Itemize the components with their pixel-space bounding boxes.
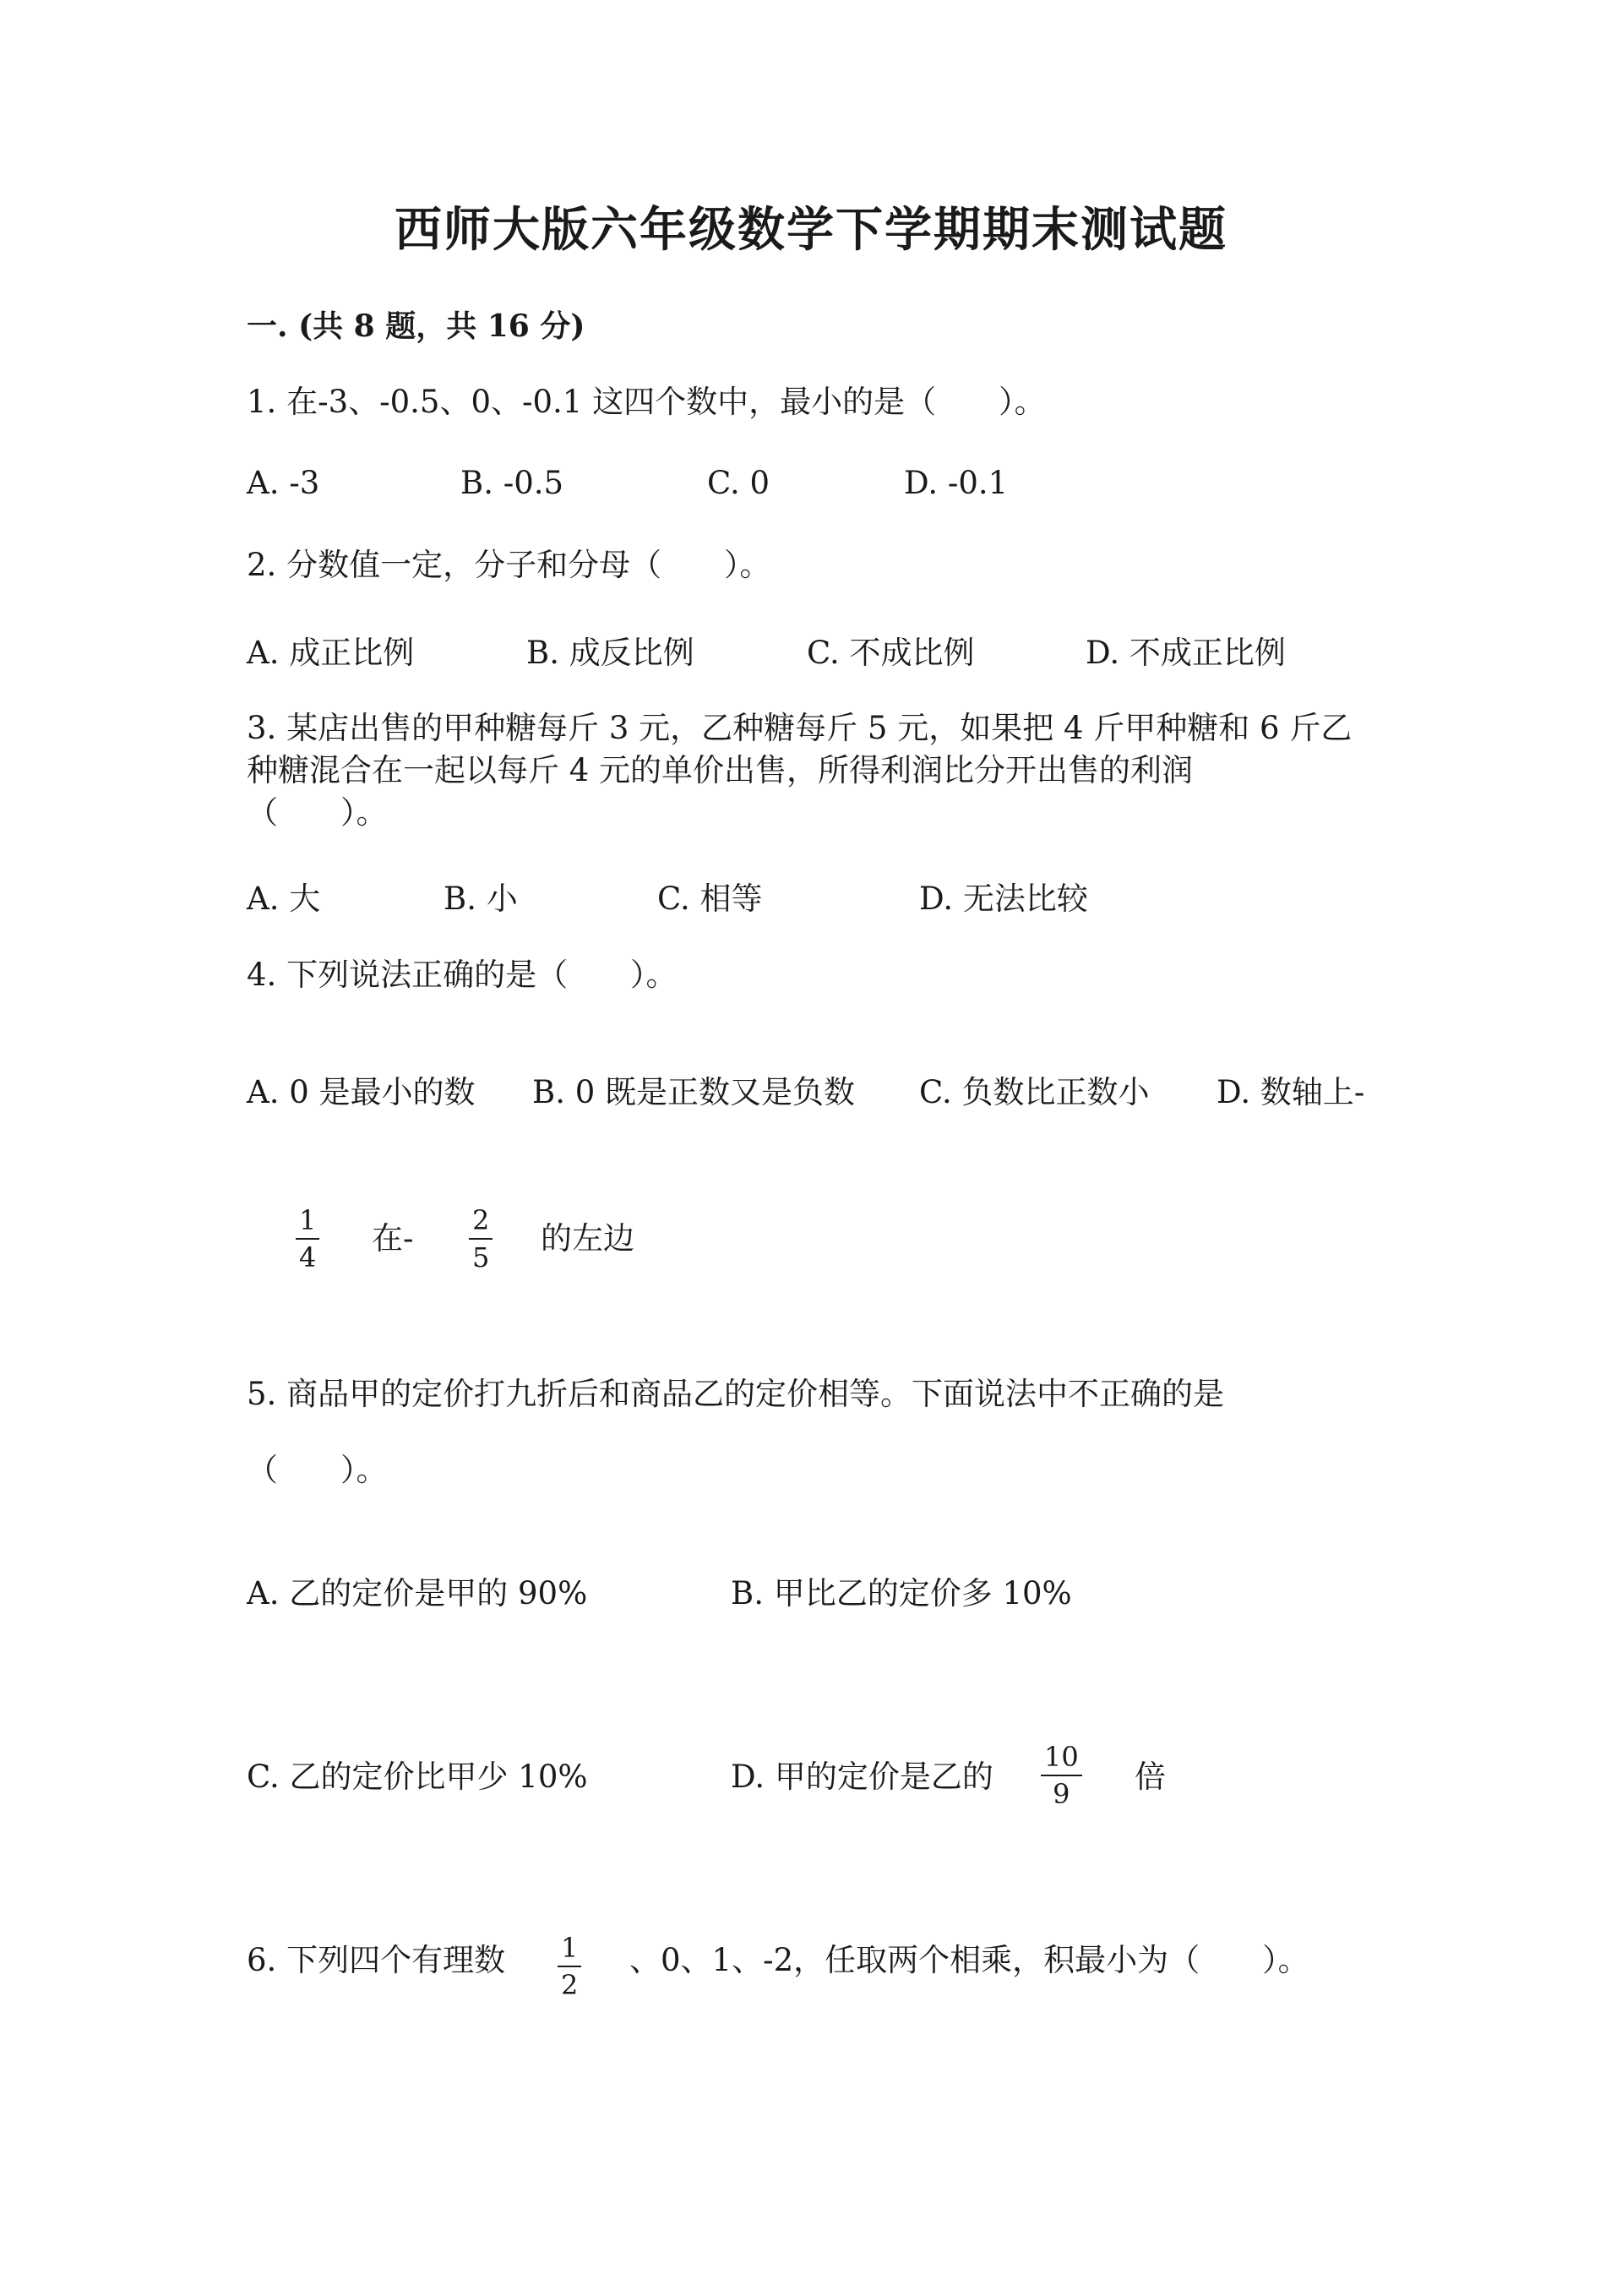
q5-option-c: C. 乙的定价比甲少 10% [247, 1759, 588, 1795]
fraction-numerator: 10 [1044, 1741, 1079, 1773]
fraction-numerator: 1 [561, 1932, 579, 1964]
question-6-prefix: 6. 下列四个有理数 [247, 1942, 506, 1978]
q4-d-end-text: 的左边 [541, 1220, 634, 1257]
q4-d-fraction-2 [469, 1204, 493, 1273]
question-2: 2. 分数值一定，分子和分母（ ）。 [247, 547, 771, 583]
q5-d-suffix: 倍 [1135, 1759, 1166, 1795]
q6-fraction [558, 1932, 581, 2001]
q4-option-a: A. 0 是最小的数 [247, 1074, 476, 1110]
fraction-denominator: 2 [561, 1969, 579, 2001]
question-5-line-2: （ ）。 [247, 1452, 388, 1488]
q3-option-c: C. 相等 [657, 881, 763, 917]
question-1: 1. 在-3、-0.5、0、-0.1 这四个数中，最小的是（ ）。 [247, 384, 1046, 420]
fraction-bar [469, 1238, 493, 1240]
fraction-bar [1041, 1775, 1082, 1776]
question-3-line-2: 种糖混合在一起以每斤 4 元的单价出售，所得利润比分开出售的利润 [247, 752, 1194, 788]
q4-d-middle-text: 在- [372, 1220, 414, 1257]
q2-option-b: B. 成反比例 [526, 635, 694, 671]
q5-option-d: D. 甲的定价是乙的 [731, 1759, 993, 1795]
fraction-denominator: 5 [472, 1241, 490, 1273]
fraction-denominator: 4 [299, 1241, 317, 1273]
fraction-bar [558, 1966, 581, 1967]
fraction-numerator: 1 [299, 1204, 317, 1236]
q1-option-d: D. -0.1 [904, 465, 1009, 501]
q2-option-d: D. 不成正比例 [1086, 635, 1286, 671]
q5-d-fraction [1041, 1741, 1082, 1810]
section-heading: 一. (共 8 题，共 16 分) [247, 308, 585, 344]
question-6-suffix: 、0、1、-2，任取两个相乘，积最小为（ ）。 [629, 1942, 1309, 1978]
question-4: 4. 下列说法正确的是（ ）。 [247, 957, 678, 993]
question-3-line-3: （ ）。 [247, 794, 388, 831]
q4-option-d: D. 数轴上- [1216, 1074, 1365, 1110]
q3-option-d: D. 无法比较 [919, 881, 1088, 917]
question-3-line-1: 3. 某店出售的甲种糖每斤 3 元，乙种糖每斤 5 元，如果把 4 斤甲种糖和 6 斤乙 [247, 710, 1353, 746]
q3-option-a: A. 大 [247, 881, 321, 917]
q1-option-c: C. 0 [707, 465, 770, 501]
q3-option-b: B. 小 [444, 881, 518, 917]
fraction-bar [296, 1238, 319, 1240]
q5-option-a: A. 乙的定价是甲的 90% [247, 1575, 588, 1612]
question-5-line-1: 5. 商品甲的定价打九折后和商品乙的定价相等。下面说法中不正确的是 [247, 1376, 1225, 1412]
q1-option-b: B. -0.5 [460, 465, 564, 501]
fraction-denominator: 9 [1053, 1778, 1070, 1810]
page-title: 西师大版六年级数学下学期期末测试题 [395, 202, 1227, 258]
q5-option-b: B. 甲比乙的定价多 10% [731, 1575, 1072, 1612]
fraction-numerator: 2 [472, 1204, 490, 1236]
q2-option-c: C. 不成比例 [807, 635, 975, 671]
q4-option-c: C. 负数比正数小 [919, 1074, 1150, 1110]
q4-d-fraction-1 [296, 1204, 319, 1273]
q2-option-a: A. 成正比例 [247, 635, 415, 671]
q4-option-b: B. 0 既是正数又是负数 [532, 1074, 856, 1110]
q1-option-a: A. -3 [247, 465, 320, 501]
